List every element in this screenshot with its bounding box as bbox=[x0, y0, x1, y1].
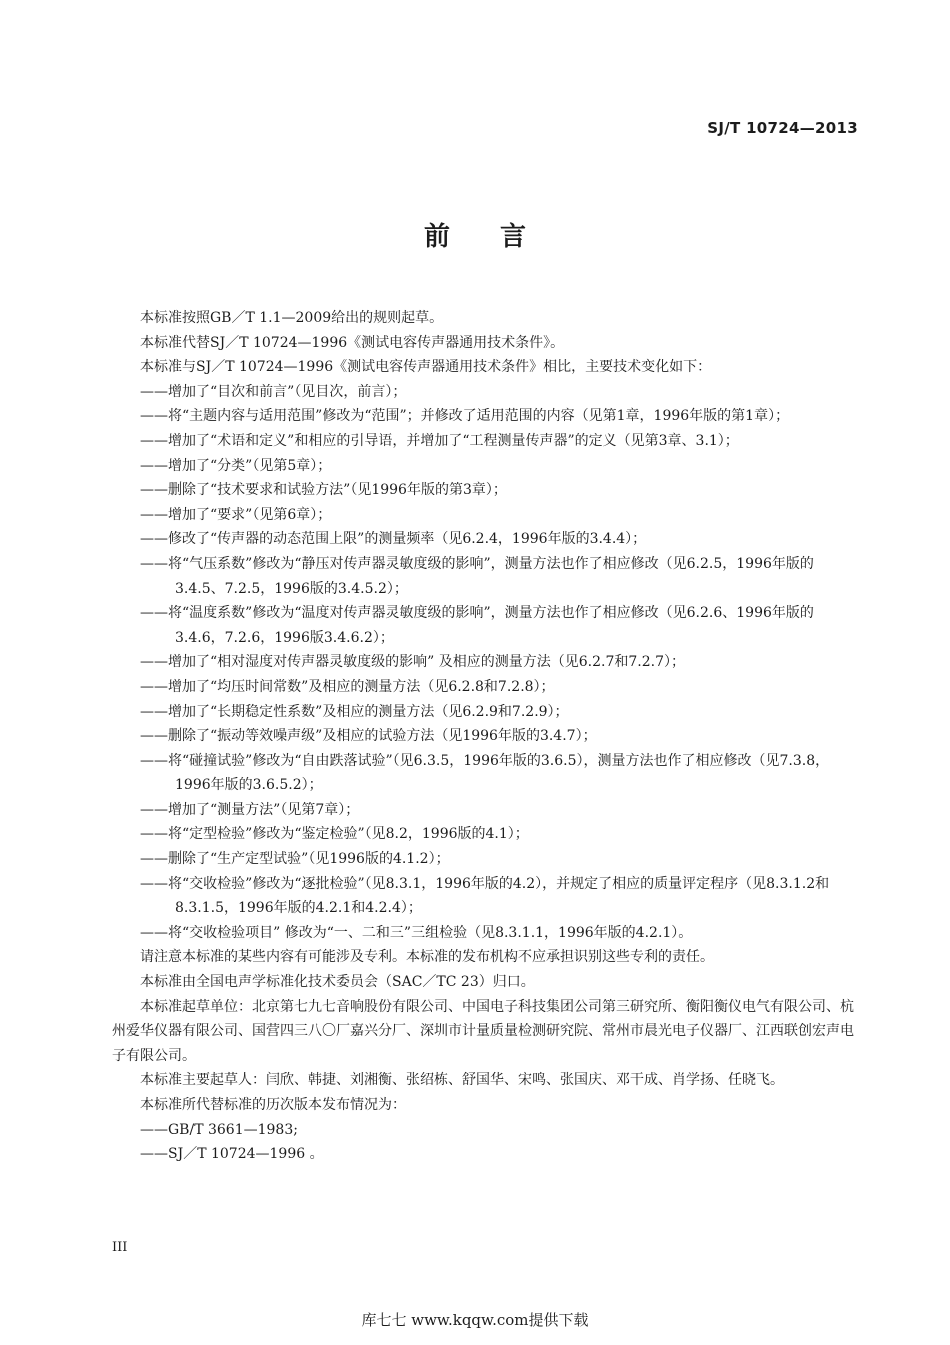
change-item: ——将“主题内容与适用范围”修改为“范围”；并修改了适用范围的内容（见第1章，1996年版的第1章）； bbox=[140, 408, 790, 425]
change-item: ——删除了“技术要求和试验方法”（见1996年版的第3章）； bbox=[140, 482, 507, 499]
change-item: ——增加了“分类”（见第5章）； bbox=[140, 457, 332, 474]
paragraph: 请注意本标准的某些内容有可能涉及专利。本标准的发布机构不应承担识别这些专利的责任。 bbox=[140, 949, 714, 966]
change-item: ——将“交收检验”修改为“逐批检验”（见8.3.1，1996年版的4.2），并规定了相应的质量评定程序（见8.3.1.2和8.3.1.5，1996年版的4.2.1和4.2.4）； bbox=[140, 875, 830, 917]
document-id: SJ/T 10724—2013 bbox=[707, 119, 858, 137]
paragraph: 本标准主要起草人：闫欣、韩捷、刘湘衡、张绍栋、舒国华、宋鸣、张国庆、邓干成、肖学扬、任晓飞。 bbox=[140, 1072, 784, 1089]
change-item: ——增加了“要求”（见第6章）； bbox=[140, 506, 332, 523]
change-item: ——修改了“传声器的动态范围上限”的测量频率（见6.2.4，1996年版的3.4.4）； bbox=[140, 531, 647, 548]
change-item: ——增加了“目次和前言”（见目次，前言）； bbox=[140, 383, 407, 400]
paragraph: 本标准由全国电声学标准化技术委员会（SAC／TC 23）归口。 bbox=[140, 974, 535, 991]
paragraph: 本标准起草单位：北京第七九七音响股份有限公司、中国电子科技集团公司第三研究所、衡阳衡仪电气有限公司、杭州爱华仪器有限公司、国营四三八〇厂嘉兴分厂、深圳市计量质量检测研究院、常州市晨光电子仪器厂、江西联创宏声电子有限公司。 bbox=[112, 998, 854, 1064]
page-title: 前言 bbox=[423, 222, 576, 252]
change-item: ——将“交收检验项目” 修改为“一、二和三”三组检验（见8.3.1.1，1996年版的4.2.1）。 bbox=[140, 924, 693, 941]
history-item: ——GB/T 3661—1983; bbox=[140, 1121, 298, 1138]
foreword-body bbox=[112, 306, 857, 1167]
change-item: ——增加了“测量方法”（见第7章）； bbox=[140, 801, 360, 818]
change-item: ——将“温度系数”修改为“温度对传声器灵敏度级的影响”，测量方法也作了相应修改（见6.2.6、1996年版的3.4.6，7.2.6，1996版3.4.6.2）； bbox=[140, 605, 814, 646]
change-item: ——将“碰撞试验”修改为“自由跌落试验”（见6.3.5，1996年版的3.6.5），测量方法也作了相应修改（见7.3.8，1996年版的3.6.5.2）； bbox=[140, 752, 830, 794]
paragraph: 本标准代替SJ／T 10724—1996《测试电容传声器通用技术条件》。 bbox=[140, 334, 565, 351]
history-item: ——SJ／T 10724—1996 。 bbox=[140, 1146, 324, 1163]
page-number: III bbox=[112, 1240, 128, 1255]
change-item: ——增加了“相对湿度对传声器灵敏度级的影响” 及相应的测量方法（见6.2.7和7.2.7）； bbox=[140, 654, 686, 671]
footer-note: 库七七 www.kqqw.com提供下载 bbox=[361, 1311, 589, 1329]
paragraph: 本标准按照GB／T 1.1—2009给出的规则起草。 bbox=[140, 310, 444, 326]
change-item: ——将“气压系数”修改为“静压对传声器灵敏度级的影响”，测量方法也作了相应修改（见6.2.5，1996年版的3.4.5、7.2.5，1996版的3.4.5.2）； bbox=[140, 555, 814, 597]
change-item: ——增加了“术语和定义”和相应的引导语，并增加了“工程测量传声器”的定义（见第3章、3.1）； bbox=[140, 432, 739, 449]
change-item: ——增加了“均压时间常数”及相应的测量方法（见6.2.8和7.2.8）； bbox=[140, 678, 555, 695]
paragraph: 本标准与SJ／T 10724—1996《测试电容传声器通用技术条件》相比，主要技术变化如下： bbox=[140, 359, 712, 376]
change-item: ——删除了“振动等效噪声级”及相应的试验方法（见1996年版的3.4.7）； bbox=[140, 728, 597, 745]
change-item: ——删除了“生产定型试验”（见1996版的4.1.2）； bbox=[140, 851, 450, 868]
change-item: ——将“定型检验”修改为“鉴定检验”（见8.2，1996版的4.1）； bbox=[140, 826, 529, 843]
paragraph: 本标准所代替标准的历次版本发布情况为： bbox=[140, 1097, 406, 1113]
change-item: ——增加了“长期稳定性系数”及相应的测量方法（见6.2.9和7.2.9）； bbox=[140, 703, 569, 720]
